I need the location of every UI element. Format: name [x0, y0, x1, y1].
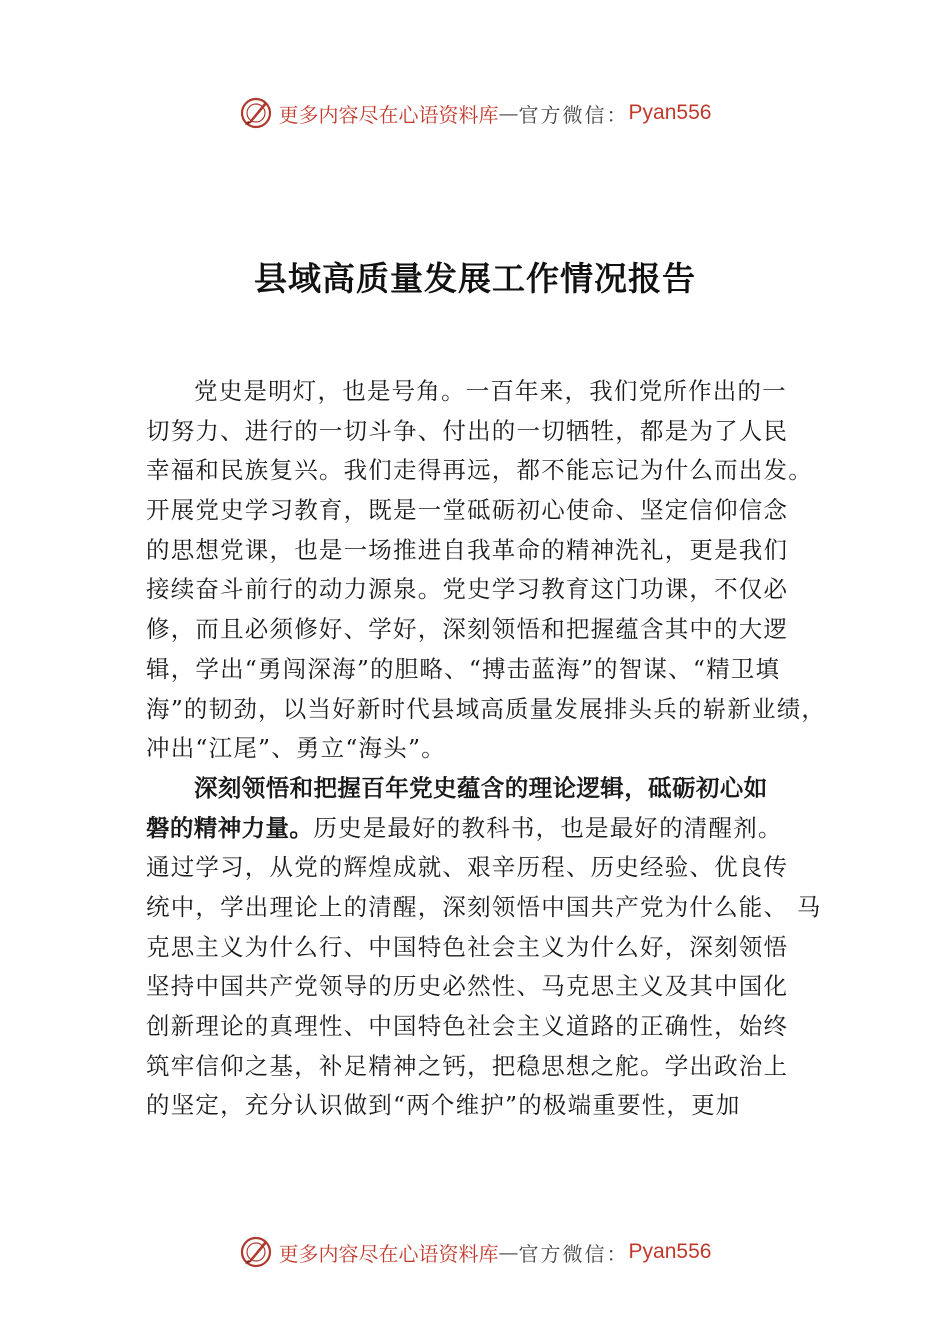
section-heading-text: 磐的精神力量。 — [146, 813, 314, 842]
body-line: 筑牢信仰之基，补足精神之钙，把稳思想之舵。学出政治上 — [146, 1051, 789, 1080]
body-line: 切努力、进行的一切斗争、付出的一切牺牲，都是为了人民 — [146, 416, 789, 445]
body-line: 开展党史学习教育，既是一堂砥砺初心使命、坚定信仰信念 — [146, 496, 789, 525]
document-body — [146, 372, 836, 1126]
banner-wechat-label: 官方微信： — [518, 102, 629, 127]
quill-logo-icon — [239, 96, 273, 130]
section-heading-text: 深刻领悟和把握百年党史蕴含的理论逻辑，砥砺初心如 — [194, 773, 768, 802]
body-line: 幸福和民族复兴。我们走得再远，都不能忘记为什么而出发。 — [146, 456, 813, 485]
body-line: 海”的韧劲，以当好新时代县域高质量发展排头兵的崭新业绩， — [146, 694, 827, 723]
body-line: 通过学习，从党的辉煌成就、艰辛历程、历史经验、优良传 — [146, 853, 789, 882]
body-line: 统中，学出理论上的清醒，深刻领悟中国共产党为什么能、 马 — [146, 892, 822, 921]
quill-logo-icon — [239, 1235, 273, 1269]
section-heading-line — [146, 769, 836, 809]
banner-wechat-label: 官方微信： — [518, 1241, 629, 1266]
body-line: 党史是明灯，也是号角。一百年来，我们党所作出的一 — [194, 377, 787, 405]
body-line: 冲出“江尾”、勇立“海头”。 — [146, 734, 446, 763]
body-line: 接续奋斗前行的动力源泉。党史学习教育这门功课，不仅必 — [146, 575, 789, 604]
body-line: 辑，学出“勇闯深海”的胆略、“搏击蓝海”的智谋、“精卫填 — [146, 654, 781, 683]
watermark-banner-top — [0, 93, 950, 133]
banner-library-text: 更多内容尽在心语资料库 — [278, 102, 499, 127]
body-text: 历史是最好的教科书，也是最好的清醒剂。 — [313, 813, 783, 842]
body-line: 的思想党课，也是一场推进自我革命的精神洗礼，更是我们 — [146, 535, 789, 564]
section-heading-line — [146, 809, 836, 849]
body-line: 创新理论的真理性、中国特色社会主义道路的正确性，始终 — [146, 1012, 789, 1040]
body-line: 克思主义为什么行、中国特色社会主义为什么好，深刻领悟 — [146, 932, 789, 961]
banner-wechat-id: Pyan556 — [628, 101, 712, 124]
body-line: 坚持中国共产党领导的历史必然性、马克思主义及其中国化 — [146, 972, 789, 1001]
body-line: 的坚定，充分认识做到“两个维护”的极端重要性，更加 — [146, 1091, 741, 1120]
banner-library-text: 更多内容尽在心语资料库 — [278, 1241, 499, 1266]
watermark-banner-bottom — [0, 1232, 950, 1272]
banner-wechat-id: Pyan556 — [628, 1240, 712, 1263]
banner-dash: — — [498, 1240, 519, 1264]
body-line: 修，而且必须修好、学好，深刻领悟和把握蕴含其中的大逻 — [146, 615, 789, 644]
document-title: 县域高质量发展工作情况报告 — [254, 259, 696, 298]
banner-dash: — — [498, 101, 519, 125]
